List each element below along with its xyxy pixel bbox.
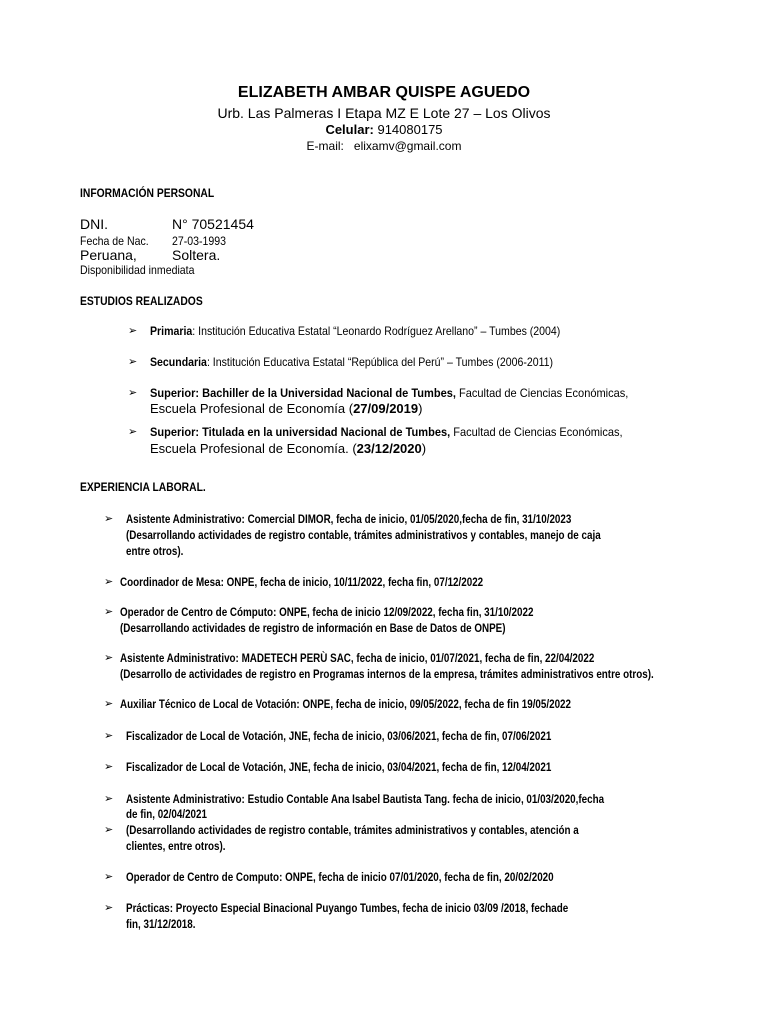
study-item: Superior: Bachiller de la Universidad Nacional de Tumbes, Facultad de Ciencias Económicas, [150,386,629,400]
candidate-name: ELIZABETH AMBAR QUISPE AGUEDO [237,84,531,101]
study-item: Primaria: Institución Educativa Estatal “Leonardo Rodríguez Arellano” – Tumbes (2004) [150,324,561,338]
bullet-arrow-icon: ➢ [104,793,114,805]
bullet-arrow-icon: ➢ [104,871,114,883]
email-line [0,139,768,153]
bullet-arrow-icon: ➢ [128,426,138,438]
bullet-arrow-icon: ➢ [104,824,114,836]
study-item-line2: Escuela Profesional de Economía (27/09/2019) [150,401,423,416]
experience-item-line: (Desarrollando actividades de registro de información en Base de Datos de ONPE) [120,621,506,635]
experience-item: Fiscalizador de Local de Votación, JNE, fecha de inicio, 03/04/2021, fecha de fin, 12/04/2021 [126,760,552,774]
experience-item: Asistente Administrativo: Comercial DIMOR, fecha de inicio, 01/05/2020,fecha de fin, 31/10/2023 [126,512,572,526]
experience-item: Operador de Centro de Cómputo: ONPE, fecha de inicio 12/09/2022, fecha fin, 31/10/2022 [120,605,534,619]
bullet-arrow-icon: ➢ [104,576,114,588]
experience-item: Asistente Administrativo: Estudio Contable Ana Isabel Bautista Tang. fecha de inicio, 01/03/2020,fecha [126,792,605,806]
bullet-arrow-icon: ➢ [104,513,114,525]
section-title-personal: INFORMACIÓN PERSONAL [80,186,215,200]
phone-line [0,122,768,137]
bullet-arrow-icon: ➢ [128,356,138,368]
dni-label: DNI. [80,216,108,232]
experience-item-line: (Desarrollo de actividades de registro en Programas internos de la empresa, trámites administrativos entre otros). [120,667,654,681]
bullet-arrow-icon: ➢ [104,606,114,618]
bullet-arrow-icon: ➢ [104,902,114,914]
experience-item-line: entre otros). [126,544,184,558]
bullet-arrow-icon: ➢ [104,698,114,710]
study-item-line2: Escuela Profesional de Economía. (23/12/2020) [150,441,427,456]
birth-label: Fecha de Nac. [80,234,149,248]
address: Urb. Las Palmeras I Etapa MZ E Lote 27 – Los Olivos [217,105,551,121]
experience-item: Coordinador de Mesa: ONPE, fecha de inicio, 10/11/2022, fecha fin, 07/12/2022 [120,575,484,589]
bullet-arrow-icon: ➢ [104,652,114,664]
experience-item-line: fin, 31/12/2018. [126,917,196,931]
experience-item-line: (Desarrollando actividades de registro contable, trámites administrativos y contables, atención a [126,823,579,837]
bullet-arrow-icon: ➢ [104,730,114,742]
experience-item: Fiscalizador de Local de Votación, JNE, fecha de inicio, 03/06/2021, fecha de fin, 07/06/2021 [126,729,552,743]
nationality: Peruana, [80,247,137,263]
section-title-studies: ESTUDIOS REALIZADOS [80,294,203,308]
experience-item-line: de fin, 02/04/2021 [126,807,207,821]
study-item: Superior: Titulada en la universidad Nacional de Tumbes, Facultad de Ciencias Económicas, [150,425,623,439]
section-title-experience: EXPERIENCIA LABORAL. [80,480,206,494]
experience-item-line: clientes, entre otros). [126,839,226,853]
experience-item-line: (Desarrollando actividades de registro contable, trámites administrativos y contables, manejo de caja [126,528,601,542]
phone-label: Celular: [325,122,374,137]
experience-item: Operador de Centro de Computo: ONPE, fecha de inicio 07/01/2020, fecha de fin, 20/02/2020 [126,870,554,884]
phone-number: 914080175 [377,122,443,137]
experience-item: Asistente Administrativo: MADETECH PERÙ SAC, fecha de inicio, 01/07/2021, fecha de fin, 22/04/2022 [120,651,595,665]
email-label: E-mail: [306,139,344,153]
experience-item: Prácticas: Proyecto Especial Binacional Puyango Tumbes, fecha de inicio 03/09 /2018, fechade [126,901,569,915]
study-item: Secundaria: Institución Educativa Estatal “República del Perú” – Tumbes (2006-2011) [150,355,554,369]
dni-value: N° 70521454 [172,216,254,232]
email-address: elixamv@gmail.com [353,139,462,153]
bullet-arrow-icon: ➢ [104,761,114,773]
bullet-arrow-icon: ➢ [128,325,138,337]
bullet-arrow-icon: ➢ [128,387,138,399]
birth-value: 27-03-1993 [172,234,227,248]
experience-item: Auxiliar Técnico de Local de Votación: ONPE, fecha de inicio, 09/05/2022, fecha de fin 19/05/2022 [120,697,571,711]
civil-status: Soltera. [172,247,221,263]
availability: Disponibilidad inmediata [80,263,195,277]
